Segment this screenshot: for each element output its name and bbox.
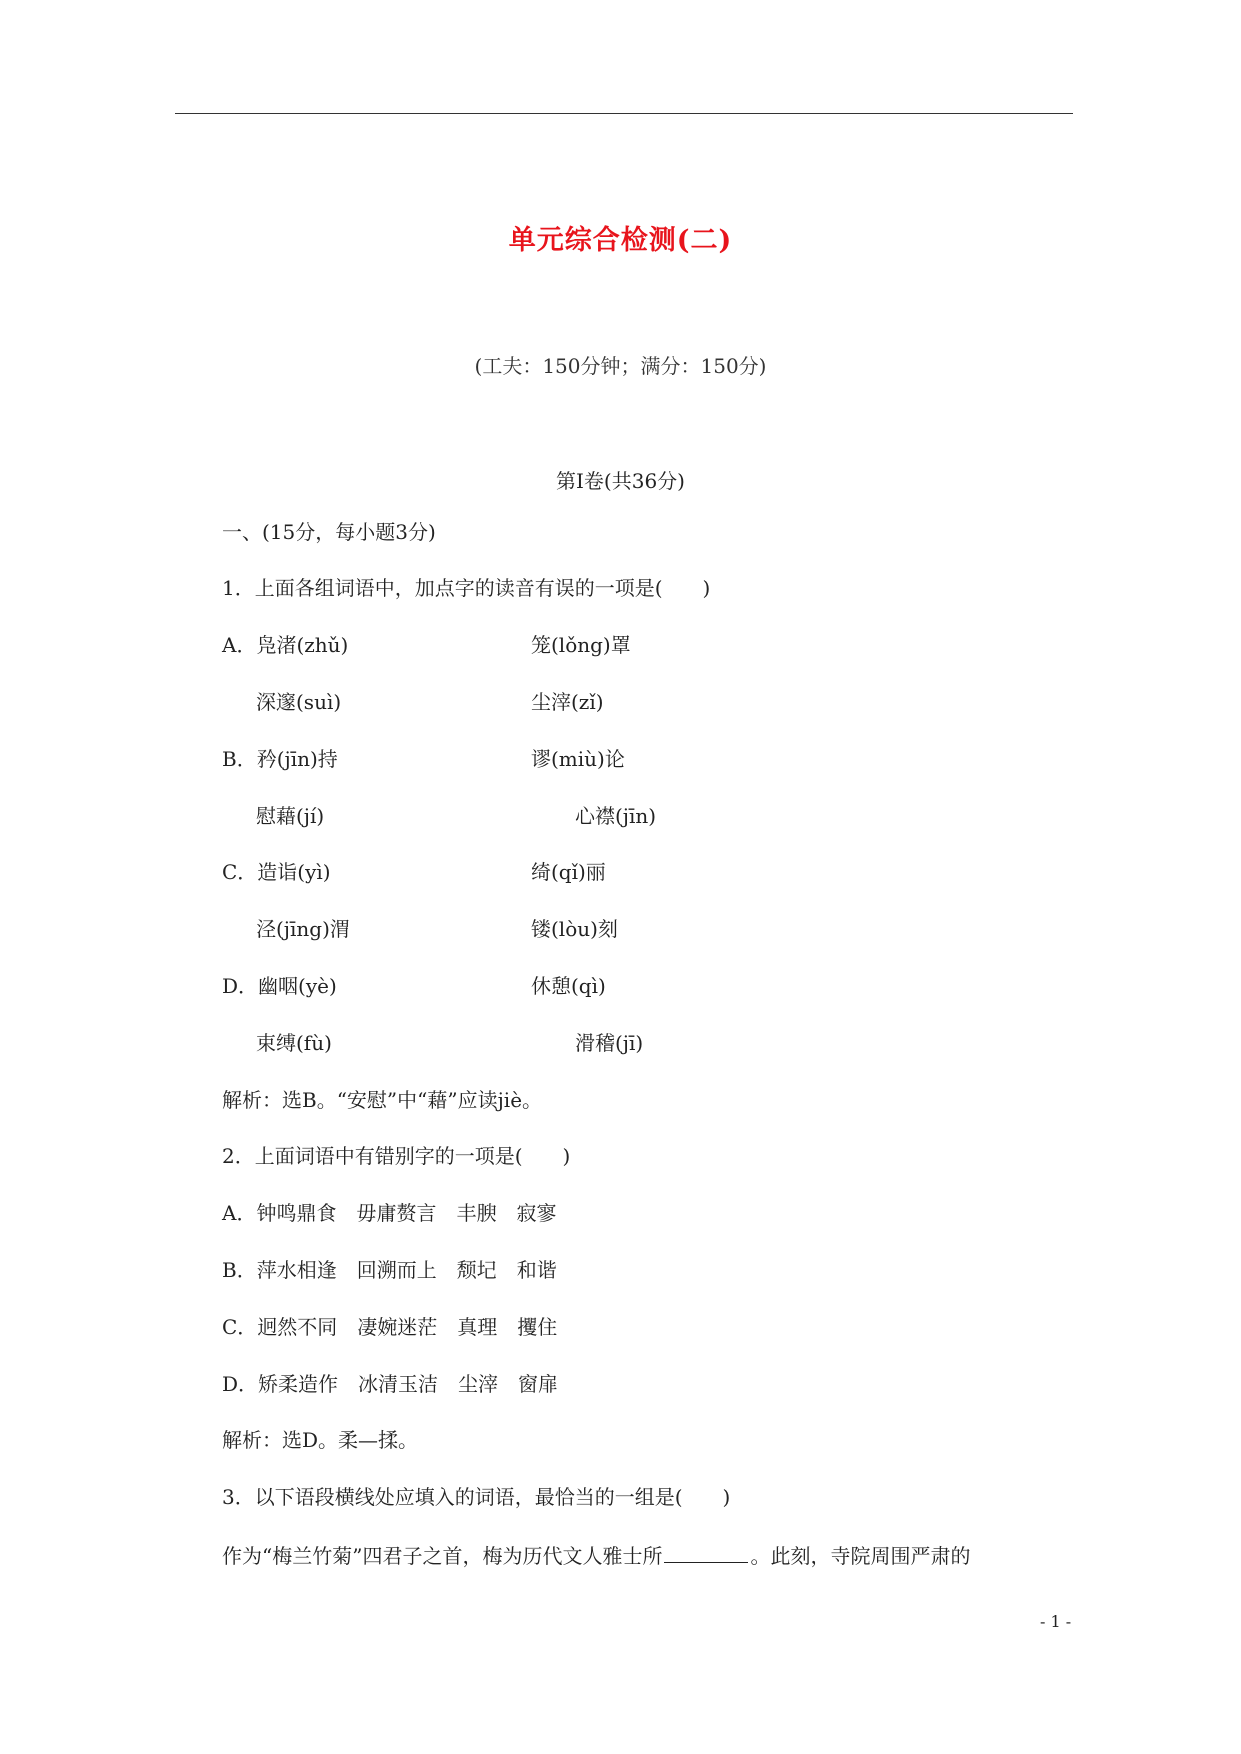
q2-option-c: C．迥然不同 凄婉迷茫 真理 攫住: [222, 1315, 558, 1339]
question-1-stem: 1．上面各组词语中，加点字的读音有误的一项是( ): [222, 576, 711, 600]
q2-option-a: A．钟鸣鼎食 毋庸赘言 丰腴 寂寥: [222, 1201, 557, 1225]
question-1-answer: 解析：选B。“安慰”中“藉”应读jiè。: [222, 1088, 543, 1112]
q1-option-c-left-2: 泾(jīng)渭: [256, 917, 350, 941]
page-title: 单元综合检测(二): [508, 225, 733, 256]
q1-option-c-right-2: 镂(lòu)刻: [531, 917, 618, 941]
page-number: - 1 -: [1040, 1612, 1072, 1631]
q1-option-a-left-2: 深邃(suì): [256, 690, 342, 714]
q1-option-b-left-2: 慰藉(jí): [256, 804, 325, 828]
question-3-stem: 3．以下语段横线处应填入的词语，最恰当的一组是( ): [222, 1485, 731, 1509]
q1-option-d-right: 休憩(qì): [531, 974, 606, 998]
q1-option-b-left: B．矜(jīn)持: [222, 747, 338, 771]
q1-option-a-left: A．凫渚(zhǔ): [222, 633, 349, 657]
q2-option-b: B．萍水相逢 回溯而上 颓圮 和谐: [222, 1258, 557, 1282]
q1-option-b-right: 谬(miù)论: [531, 747, 625, 771]
question-2-answer: 解析：选D。柔—揉。: [222, 1428, 419, 1452]
q1-option-d-left: D．幽咽(yè): [222, 974, 337, 998]
q1-option-a-right-2: 尘滓(zǐ): [531, 690, 604, 714]
question-2-stem: 2．上面词语中有错别字的一项是( ): [222, 1144, 571, 1168]
q1-option-c-left: C．造诣(yì): [222, 860, 331, 884]
part-heading: 一、(15分，每小题3分): [222, 520, 436, 544]
question-3-passage: [222, 1544, 970, 1566]
passage-text-before: 作为“梅兰竹菊”四君子之首，梅为历代文人雅士所: [222, 1544, 663, 1568]
exam-time-info: (工夫：150分钟；满分：150分): [474, 354, 767, 378]
header-rule: [175, 113, 1073, 114]
q2-option-d: D．矫柔造作 冰清玉洁 尘滓 窗扉: [222, 1372, 559, 1396]
fill-in-blank: [664, 1544, 748, 1563]
passage-text-after: 。此刻，寺院周围严肃的: [750, 1544, 971, 1568]
q1-option-b-right-2: 心襟(jīn): [575, 804, 657, 828]
section-heading: 第Ⅰ卷(共36分): [556, 469, 685, 493]
q1-option-a-right: 笼(lǒng)罩: [531, 633, 631, 657]
q1-option-d-left-2: 束缚(fù): [256, 1031, 332, 1055]
q1-option-c-right: 绮(qǐ)丽: [531, 860, 606, 884]
q1-option-d-right-2: 滑稽(jī): [575, 1031, 644, 1055]
